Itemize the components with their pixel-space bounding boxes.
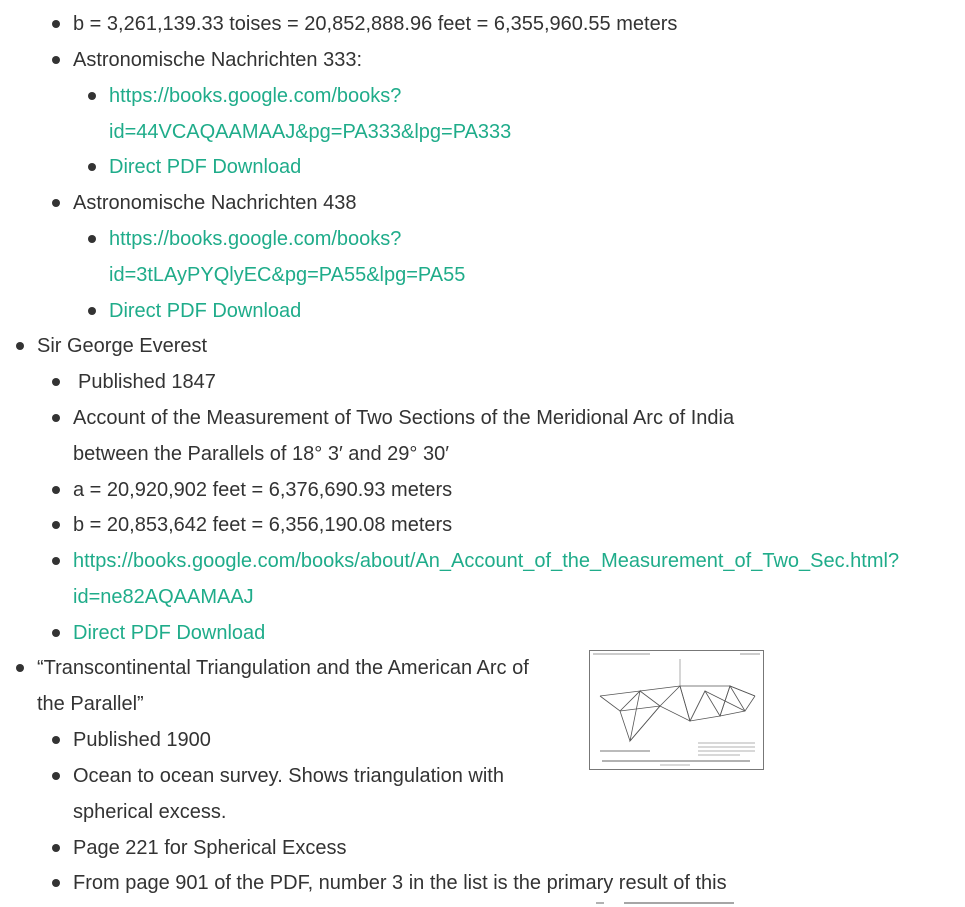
list-item: From page 901 of the PDF, number 3 in the list is the primary result of this — [73, 872, 727, 894]
list-item-cont: the Parallel” — [37, 693, 144, 715]
google-books-link-333[interactable]: https://books.google.com/books? — [109, 85, 402, 107]
cropped-page-header-thumbnail — [592, 897, 742, 907]
google-books-link-438[interactable]: https://books.google.com/books? — [109, 228, 402, 250]
triangulation-diagram — [590, 651, 763, 769]
bullet — [52, 844, 60, 852]
list-item: b = 3,261,139.33 toises = 20,852,888.96 feet = 6,355,960.55 meters — [73, 13, 678, 35]
list-item: Page 221 for Spherical Excess — [73, 837, 347, 859]
google-books-link-everest[interactable]: https://books.google.com/books/about/An_Account_of_the_Measurement_of_Two_Sec.html? — [73, 550, 900, 572]
list-item: Astronomische Nachrichten 333: — [73, 49, 363, 71]
bullet — [88, 163, 96, 171]
list-item: “Transcontinental Triangulation and the American Arc of — [37, 657, 529, 679]
list-item: Published 1847 — [78, 371, 216, 393]
bullet — [52, 772, 60, 780]
google-books-link-333-cont[interactable]: id=44VCAQAAMAAJ&pg=PA333&lpg=PA333 — [109, 121, 512, 143]
triangulation-map-thumbnail[interactable] — [589, 650, 764, 770]
list-item: b = 20,853,642 feet = 6,356,190.08 meters — [73, 514, 453, 536]
google-books-link-everest-cont[interactable]: id=ne82AQAAMAAJ — [73, 586, 254, 608]
bullet — [52, 521, 60, 529]
list-item-cont: between the Parallels of 18° 3′ and 29° 30′ — [73, 443, 449, 465]
bullet — [16, 342, 24, 350]
bullet — [52, 56, 60, 64]
pdf-download-link-333[interactable]: Direct PDF Download — [109, 156, 302, 178]
bullet — [52, 629, 60, 637]
bullet — [88, 92, 96, 100]
list-item: Published 1900 — [73, 729, 211, 751]
list-item: a = 20,920,902 feet = 6,376,690.93 meters — [73, 479, 453, 501]
bullet — [88, 235, 96, 243]
list-item-cont: spherical excess. — [73, 801, 227, 823]
pdf-download-link-everest[interactable]: Direct PDF Download — [73, 622, 266, 644]
list-item: Account of the Measurement of Two Sections of the Meridional Arc of India — [73, 407, 735, 429]
bullet — [52, 378, 60, 386]
bullet — [88, 307, 96, 315]
google-books-link-438-cont[interactable]: id=3tLAyPYQlyEC&pg=PA55&lpg=PA55 — [109, 264, 466, 286]
bullet — [52, 879, 60, 887]
bullet — [52, 736, 60, 744]
bullet — [52, 414, 60, 422]
list-item: Ocean to ocean survey. Shows triangulation with — [73, 765, 504, 787]
bullet — [52, 199, 60, 207]
bullet — [52, 557, 60, 565]
bullet — [52, 486, 60, 494]
pdf-download-link-438[interactable]: Direct PDF Download — [109, 300, 302, 322]
bullet — [52, 20, 60, 28]
list-item: Sir George Everest — [37, 335, 208, 357]
list-item: Astronomische Nachrichten 438 — [73, 192, 357, 214]
bullet — [16, 664, 24, 672]
